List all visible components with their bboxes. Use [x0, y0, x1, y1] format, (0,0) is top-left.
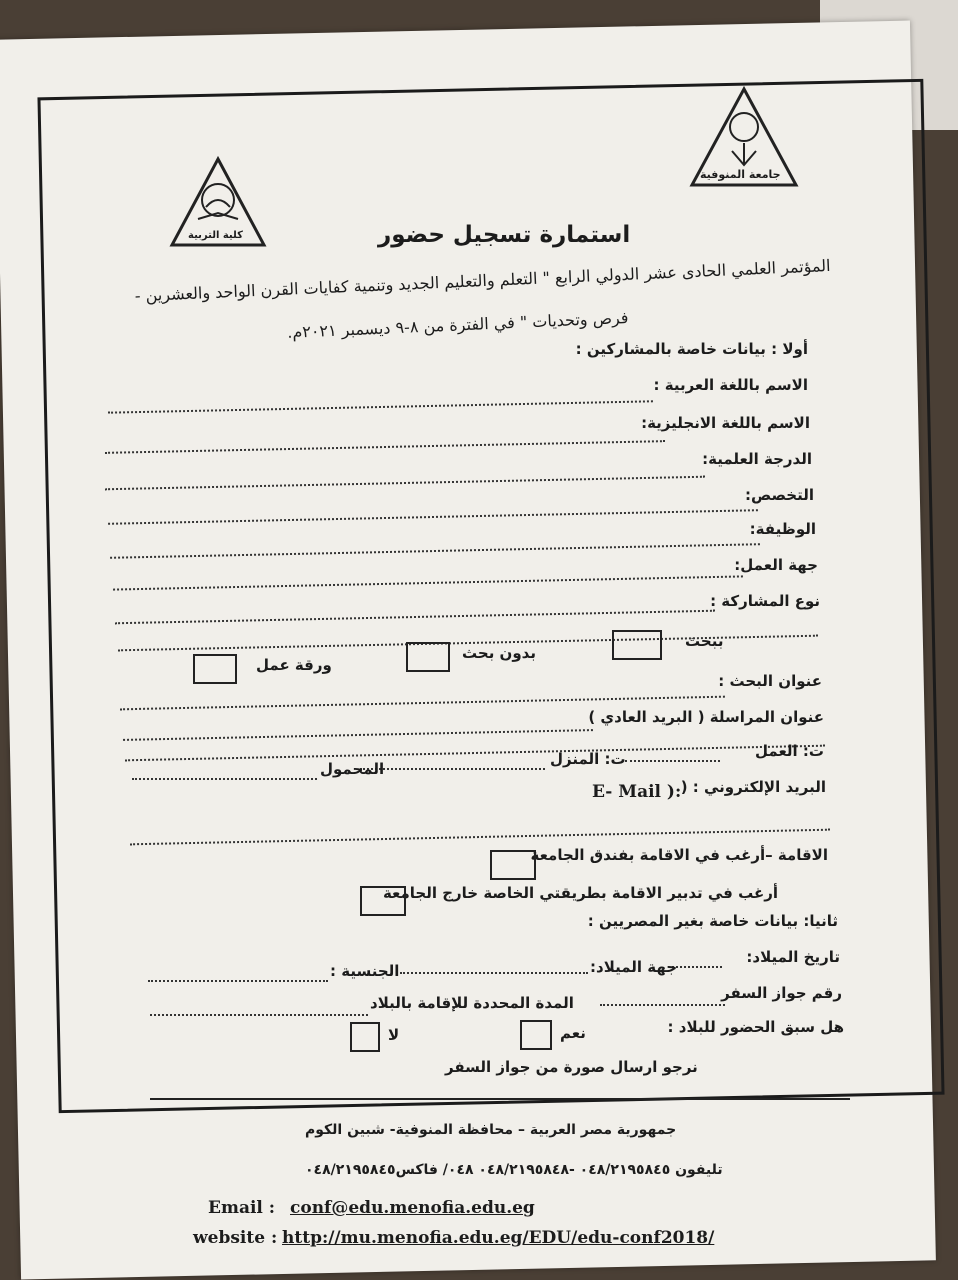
name-ar-label: الاسم باللغة العربية : — [653, 376, 808, 394]
email-label-en: E- Mail ): — [592, 782, 682, 802]
footer-address: جمهورية مصر العربية – محافظة المنوفية- شبين الكوم — [305, 1122, 677, 1138]
mail-address-label: عنوان المراسلة ( البريد العادي ) — [588, 708, 824, 726]
footer-email-link[interactable]: conf@edu.menofia.edu.eg — [290, 1198, 535, 1218]
home-phone-label: ت: المنزل — [550, 750, 626, 768]
footer-email-label: Email : — [208, 1198, 276, 1218]
work-paper-option-label: ورقة عمل — [256, 656, 332, 674]
passport-label: رقم جواز السفر — [721, 984, 842, 1002]
mobile-phone-label: المحمول — [320, 760, 385, 778]
footer-phones: تليفون ٠٤٨/٢١٩٥٨٤٥ -٠٤٨/٢١٩٥٨٤٨ ٠٤٨/ فاكس٠٤٨/٢١٩٥٨٤٥ — [305, 1162, 723, 1178]
yes-label: نعم — [560, 1024, 586, 1042]
housing-private-checkbox[interactable] — [360, 886, 406, 916]
housing-private-label: أرغب في تدبير الاقامة بطريقتي الخاصة خارج الجامعة — [382, 884, 778, 902]
form-title: استمارة تسجيل حضور — [378, 222, 631, 248]
footer-website-label: website : — [193, 1228, 278, 1248]
research-option-label: ببحث — [685, 632, 724, 650]
work-phone-line[interactable] — [625, 760, 720, 762]
faculty-logo-caption: كلية التربية — [188, 230, 243, 241]
work-phone-label: ت: العمل — [755, 742, 824, 760]
no-checkbox[interactable] — [350, 1022, 380, 1052]
section1-heading: أولا : بيانات خاصة بالمشاركين : — [575, 340, 808, 358]
no-research-checkbox[interactable] — [406, 642, 450, 672]
degree-label: الدرجة العلمية: — [702, 450, 812, 468]
birth-place-line[interactable] — [400, 972, 588, 974]
no-label: لا — [388, 1026, 400, 1044]
housing-hotel-checkbox[interactable] — [490, 850, 536, 880]
stay-period-label: المدة المحددة للإقامة بالبلاد — [370, 994, 574, 1012]
mobile-phone-line[interactable] — [132, 778, 317, 780]
work-paper-checkbox[interactable] — [193, 654, 237, 684]
yes-checkbox[interactable] — [520, 1020, 552, 1050]
intro-line-2: فرص وتحديات " في الفترة من ٨-٩ ديسمبر ٢٠٢١م. — [286, 308, 629, 342]
research-title-label: عنوان البحث : — [718, 672, 822, 690]
stay-period-line[interactable] — [150, 1014, 368, 1016]
passport-line[interactable] — [600, 1004, 725, 1006]
name-en-label: الاسم باللغة الانجليزية: — [641, 414, 810, 432]
university-logo-caption: جامعة المنوفية — [700, 168, 781, 181]
footer-divider — [150, 1098, 850, 1100]
nationality-label: الجنسية : — [330, 962, 400, 980]
intro-line-1: المؤتمر العلمي الحادى عشر الدولي الرابع " التعلم والتعليم الجديد وتنمية كفايات القرن الواحد والعشرين - — [134, 256, 831, 306]
workplace-label: جهة العمل: — [734, 556, 818, 574]
home-phone-line[interactable] — [360, 768, 545, 770]
passport-copy-note: نرجو ارسال صورة من جواز السفر — [445, 1058, 698, 1076]
email-label-ar: البريد الإلكتروني : ( — [680, 778, 826, 796]
no-research-option-label: بدون بحث — [462, 644, 536, 662]
section2-heading: ثانيا: بيانات خاصة بغير المصريين : — [587, 912, 838, 930]
specialty-label: التخصص: — [745, 486, 814, 504]
birth-date-label: تاريخ الميلاد: — [746, 948, 840, 966]
participation-label: نوع المشاركة : — [710, 592, 820, 610]
research-checkbox[interactable] — [612, 630, 662, 660]
birth-date-line[interactable] — [672, 966, 722, 968]
housing-hotel-label: الاقامة –أرغب في الاقامة بفندق الجامعة — [530, 846, 828, 864]
prior-visit-label: هل سبق الحضور للبلاد : — [667, 1018, 844, 1036]
birth-place-label: جهة الميلاد: — [590, 958, 678, 976]
footer-website-link[interactable]: http://mu.menofia.edu.eg/EDU/edu-conf2018/ — [282, 1228, 715, 1248]
nationality-line[interactable] — [148, 980, 328, 982]
job-label: الوظيفة: — [749, 520, 816, 538]
